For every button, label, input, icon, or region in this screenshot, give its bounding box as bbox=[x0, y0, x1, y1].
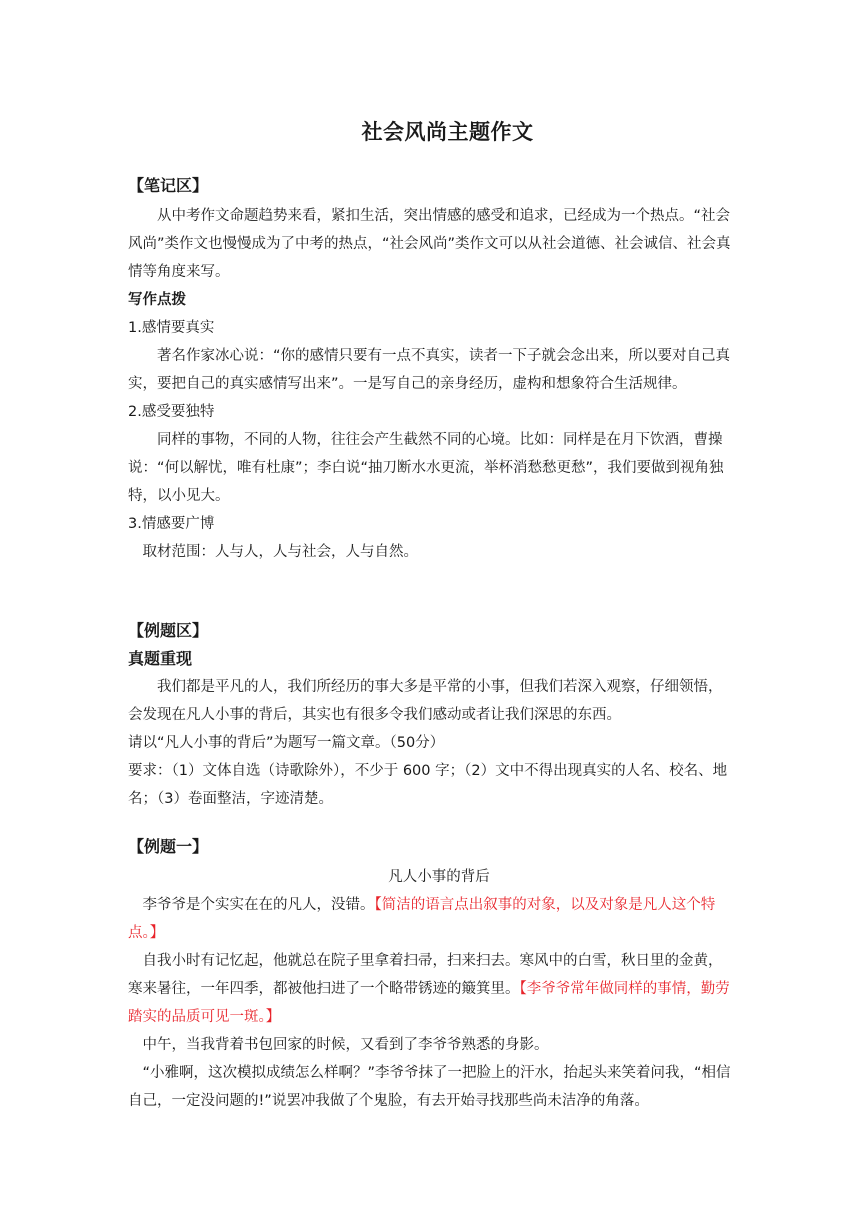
question-prompt: 我们都是平凡的人，我们所经历的事大多是平常的小事，但我们若深入观察，仔细领悟，会发现在凡人小事的背后，其实也有很多令我们感动或者让我们深思的东西。 bbox=[128, 679, 723, 723]
real-question-heading: 真题重现 bbox=[128, 649, 193, 668]
essay-paragraph-3: 中午，当我背着书包回家的时候，又看到了李爷爷熟悉的身影。 bbox=[142, 1037, 549, 1053]
examples-heading: 【例题区】 bbox=[128, 621, 209, 640]
essay-p1-annotation: 【简洁的语言点出叙事的对象，以及对象是凡人这个特点。】 bbox=[128, 897, 716, 941]
tip2-title: 2.感受要独特 bbox=[128, 404, 215, 420]
essay-paragraph-1 bbox=[128, 891, 734, 947]
essay-p2-text: 自我小时有记忆起，他就总在院子里拿着扫帚，扫来扫去。寒风中的白雪，秋日里的金黄，寒来暑往，一年四季，都被他扫进了一个略带锈迹的簸箕里。 bbox=[128, 953, 723, 997]
tip1-body: 著名作家冰心说：“你的感情只要有一点不真实，读者一下子就会念出来，所以要对自己真实，要把自己的真实感情写出来”。一是写自己的亲身经历，虚构和想象符合生活规律。 bbox=[128, 348, 731, 392]
essay-p2-annotation: 【李爷爷常年做同样的事情，勤劳踏实的品质可见一斑。】 bbox=[128, 981, 730, 1025]
page-title: 社会风尚主题作文 bbox=[361, 120, 534, 144]
question-task: 请以“凡人小事的背后”为题写一篇文章。（50分） bbox=[128, 735, 445, 751]
essay-p1-text: 李爷爷是个实实在在的凡人，没错。 bbox=[142, 897, 375, 913]
tips-heading: 写作点拨 bbox=[128, 292, 186, 308]
tip1-title: 1.感情要真实 bbox=[128, 320, 215, 336]
notes-heading: 【笔记区】 bbox=[128, 176, 209, 195]
essay-paragraph-4: “小雅啊，这次模拟成绩怎么样啊？”李爷爷抹了一把脸上的汗水，抬起头来笑着问我，“相信自己，一定没问题的!”说罢冲我做了个鬼脸，有去开始寻找那些尚未洁净的角落。 bbox=[128, 1065, 731, 1109]
example1-section bbox=[128, 833, 734, 1115]
examples-section bbox=[128, 617, 734, 813]
notes-section bbox=[128, 172, 734, 566]
example1-heading: 【例题一】 bbox=[128, 837, 209, 856]
essay-paragraph-2 bbox=[128, 947, 734, 1031]
tip2-body: 同样的事物，不同的人物，往往会产生截然不同的心境。比如：同样是在月下饮酒，曹操说：“何以解忧，唯有杜康”；李白说“抽刀断水水更流，举杯消愁愁更愁”，我们要做到视角独特，以小见大。 bbox=[128, 432, 724, 504]
tip3-title: 3.情感要广博 bbox=[128, 516, 215, 532]
question-requirements: 要求：（1）文体自选（诗歌除外），不少于 600 字；（2）文中不得出现真实的人名、校名、地名；（3）卷面整洁，字迹清楚。 bbox=[128, 763, 728, 807]
notes-intro: 从中考作文命题趋势来看，紧扣生活，突出情感的感受和追求，已经成为一个热点。“社会风尚”类作文也慢慢成为了中考的热点，“社会风尚”类作文可以从社会道德、社会诚信、社会真情等角度来写。 bbox=[128, 208, 731, 280]
essay-title: 凡人小事的背后 bbox=[388, 869, 490, 885]
tip3-body: 取材范围：人与人，人与社会，人与自然。 bbox=[142, 544, 418, 560]
